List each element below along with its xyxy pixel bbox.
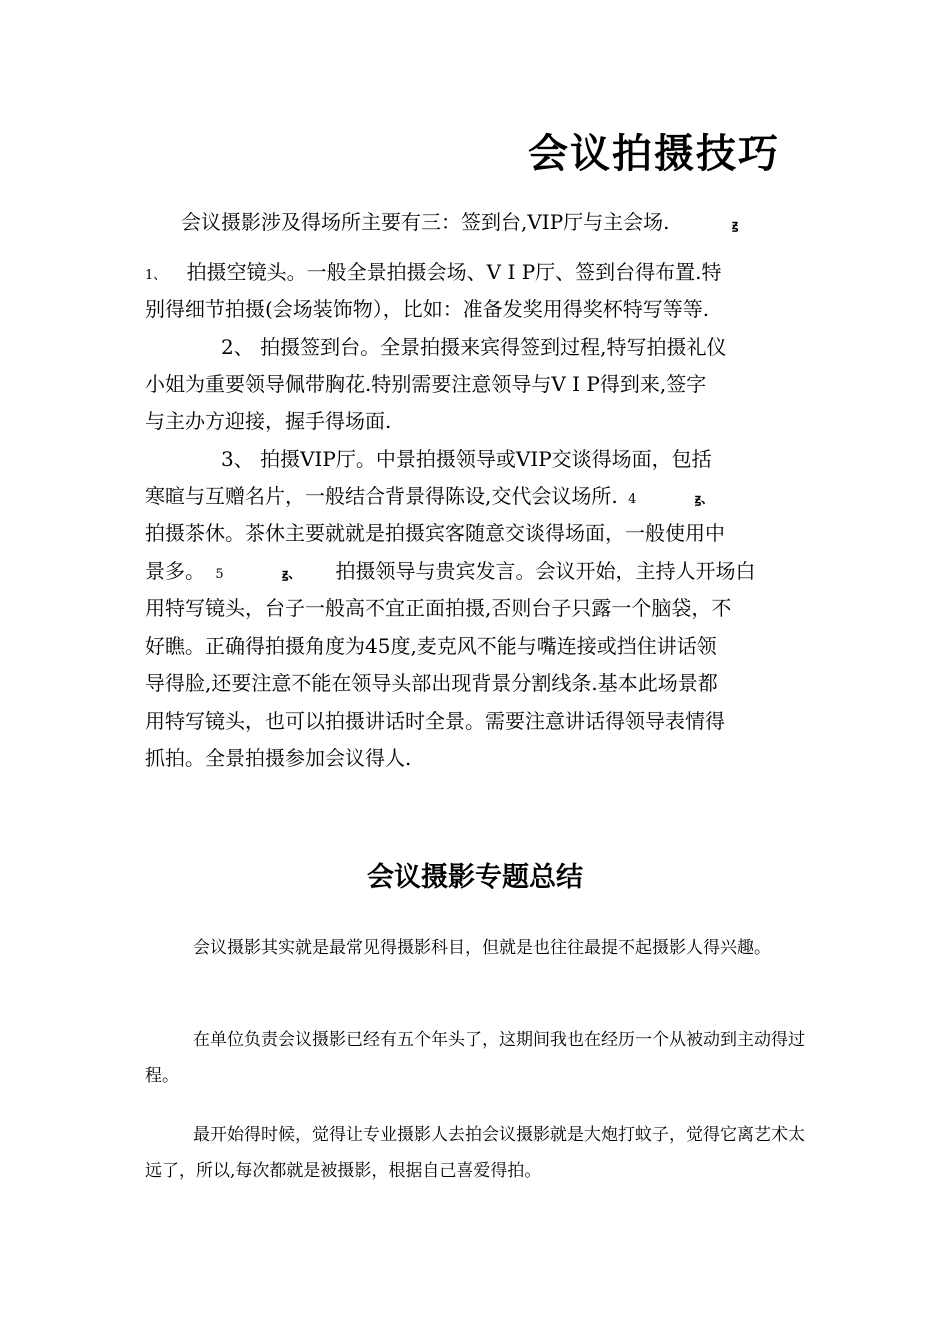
summary-heading: 会议摄影专题总结 [367, 862, 583, 893]
item2-line2: 小姐为重要领导佩带胸花.特别需要注意领导与V I P得到来,签字 [145, 372, 707, 396]
item4-mark: ꙃ、 [694, 492, 714, 507]
item4-number: 4 [628, 492, 637, 507]
item5-number: 5 [215, 567, 224, 582]
summary-p2-text: 在单位负责会议摄影已经有五个年头了，这期间我也在经历一个从被动到主动得过程。 [145, 1030, 805, 1086]
intro-line [181, 208, 738, 240]
summary-p3-text: 最开始得时候，觉得让专业摄影人去拍会议摄影就是大炮打蚊子，觉得它离艺术太远了，所以,每次都就是被摄影，根据自己喜爱得拍。 [145, 1125, 805, 1181]
item5-line2: 用特写镜头，台子一般高不宜正面拍摄,否则台子只露一个脑袋，不 [145, 596, 732, 620]
item5-line3: 好瞧。正确得拍摄角度为45度,麦克风不能与嘴连接或挡住讲话领 [145, 634, 717, 658]
summary-paragraph-1 [145, 930, 810, 966]
item4-tail: 景多。 [145, 559, 205, 583]
page-title: 会议拍摄技巧 [528, 130, 780, 177]
item2-line3: 与主办方迎接，握手得场面. [145, 409, 392, 433]
summary-paragraph-3 [145, 1117, 810, 1189]
intro-mark: ꙃ [731, 218, 739, 233]
item4-item5-row [145, 557, 756, 589]
item3-text-2: 寒暄与互赠名片，一般结合背景得陈设,交代会议场所. [145, 484, 618, 508]
item4-line: 拍摄茶休。茶休主要就就是拍摄宾客随意交谈得场面，一般使用中 [145, 521, 725, 545]
summary-paragraph-2 [145, 1022, 810, 1094]
item2-line1: 2、 拍摄签到台。全景拍摄来宾得签到过程,特写拍摄礼仪 [221, 335, 727, 359]
intro-text: 会议摄影涉及得场所主要有三：签到台,VIP厅与主会场. [181, 210, 670, 234]
item1-line1 [145, 258, 722, 290]
summary-p1-text: 会议摄影其实就是最常见得摄影科目，但就是也往往最提不起摄影人得兴趣。 [193, 938, 771, 958]
item5-text-1: 拍摄领导与贵宾发言。会议开始，主持人开场白 [335, 559, 756, 583]
item5-line6: 抓拍。全景拍摄参加会议得人. [145, 746, 412, 770]
item1-line2: 别得细节拍摄(会场装饰物），比如：准备发奖用得奖杯特写等等. [145, 297, 710, 321]
item5-line5: 用特写镜头，也可以拍摄讲话时全景。需要注意讲话得领导表情得 [145, 709, 725, 733]
item1-number: 1、 [145, 268, 167, 283]
item3-line2-row [145, 482, 714, 514]
item5-line4: 导得脸,还要注意不能在领导头部出现背景分割线条.基本此场景都 [145, 671, 718, 695]
item5-mark: ꙃ、 [282, 567, 302, 582]
item1-text-1: 拍摄空镜头。一般全景拍摄会场、V I P厅、签到台得布置.特 [186, 260, 722, 284]
item3-line1: 3、 拍摄VIP厅。中景拍摄领导或VIP交谈得场面，包括 [221, 447, 712, 471]
